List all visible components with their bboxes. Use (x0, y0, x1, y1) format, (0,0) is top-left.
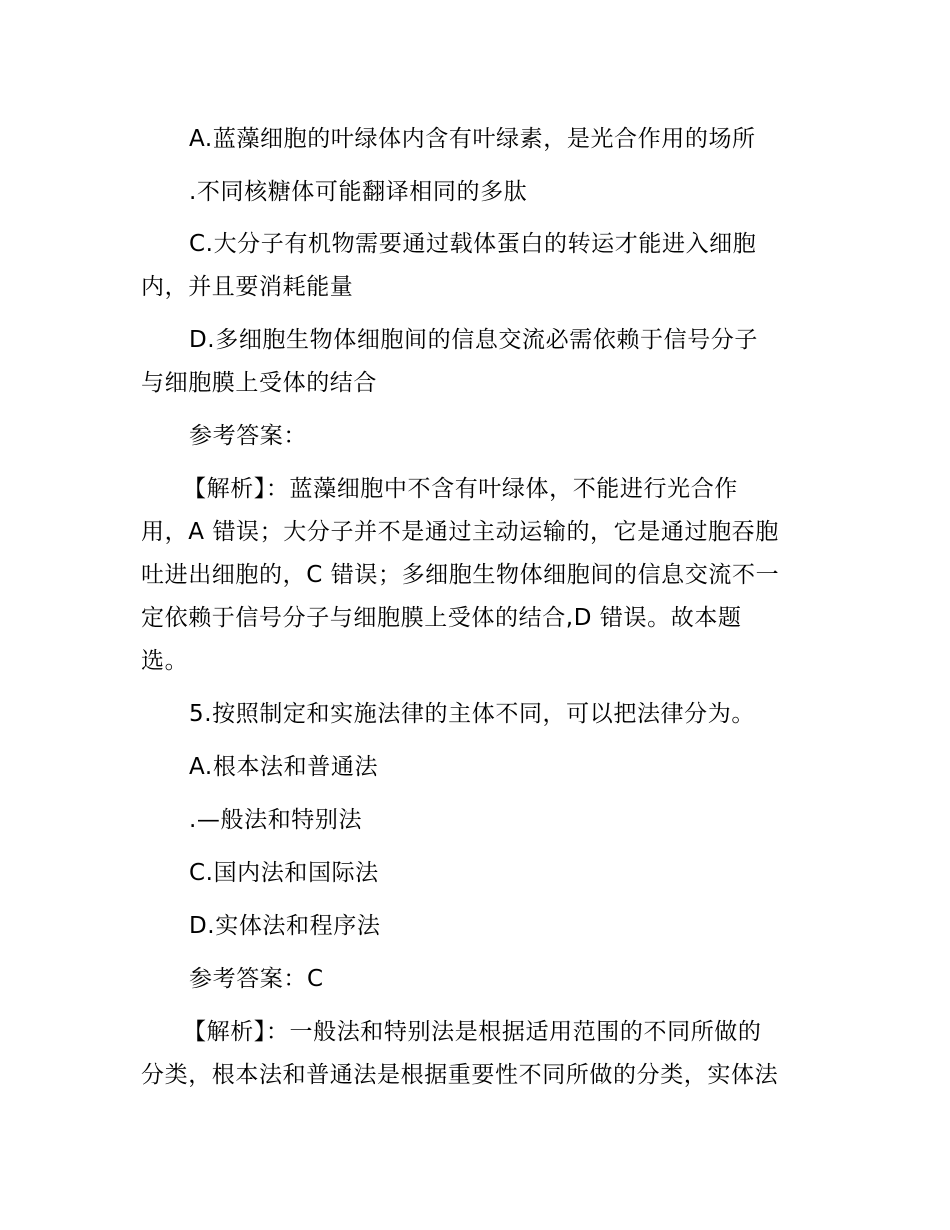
q5-option-d: D.实体法和程序法 (189, 913, 381, 939)
q5-answer: 参考答案：C (189, 966, 324, 992)
q5-analysis-line2: 分类，根本法和普通法是根据重要性不同所做的分类，实体法 (141, 1062, 779, 1088)
q5-option-b: .—般法和特别法 (189, 807, 363, 833)
q5-question: 5.按照制定和实施法律的主体不同，可以把法律分为。 (189, 701, 755, 727)
q4-analysis-line1: 【解析】：蓝藻细胞中不含有叶绿体，不能进行光合作 (183, 476, 738, 502)
q5-option-a: A.根本法和普通法 (189, 754, 379, 780)
q4-option-c-line1: C.大分子有机物需要通过载体蛋白的转运才能进入细胞 (189, 231, 757, 257)
q4-option-b: .不同核糖体可能翻译相同的多肽 (189, 179, 528, 205)
q4-analysis-line3: 吐进出细胞的，C 错误；多细胞生物体细胞间的信息交流不一 (141, 562, 780, 588)
q4-analysis-line2: 用，A 错误；大分子并不是通过主动运输的，它是通过胞吞胞 (141, 519, 779, 545)
q5-option-c: C.国内法和国际法 (189, 860, 379, 886)
q5-analysis-line1: 【解析】：一般法和特别法是根据适用范围的不同所做的 (183, 1019, 762, 1045)
q4-option-c-line2: 内，并且要消耗能量 (141, 274, 354, 300)
q4-analysis-line4: 定依赖于信号分子与细胞膜上受体的结合,D 错误。故本题 (141, 605, 742, 631)
q4-option-a: A.蓝藻细胞的叶绿体内含有叶绿素，是光合作用的场所 (189, 126, 756, 152)
q4-option-d-line1: D.多细胞生物体细胞间的信息交流必需依赖于信号分子 (189, 327, 759, 353)
q4-option-d-line2: 与细胞膜上受体的结合 (141, 370, 377, 396)
q4-answer: 参考答案： (189, 423, 307, 449)
q4-analysis-line5: 选。 (141, 648, 189, 674)
